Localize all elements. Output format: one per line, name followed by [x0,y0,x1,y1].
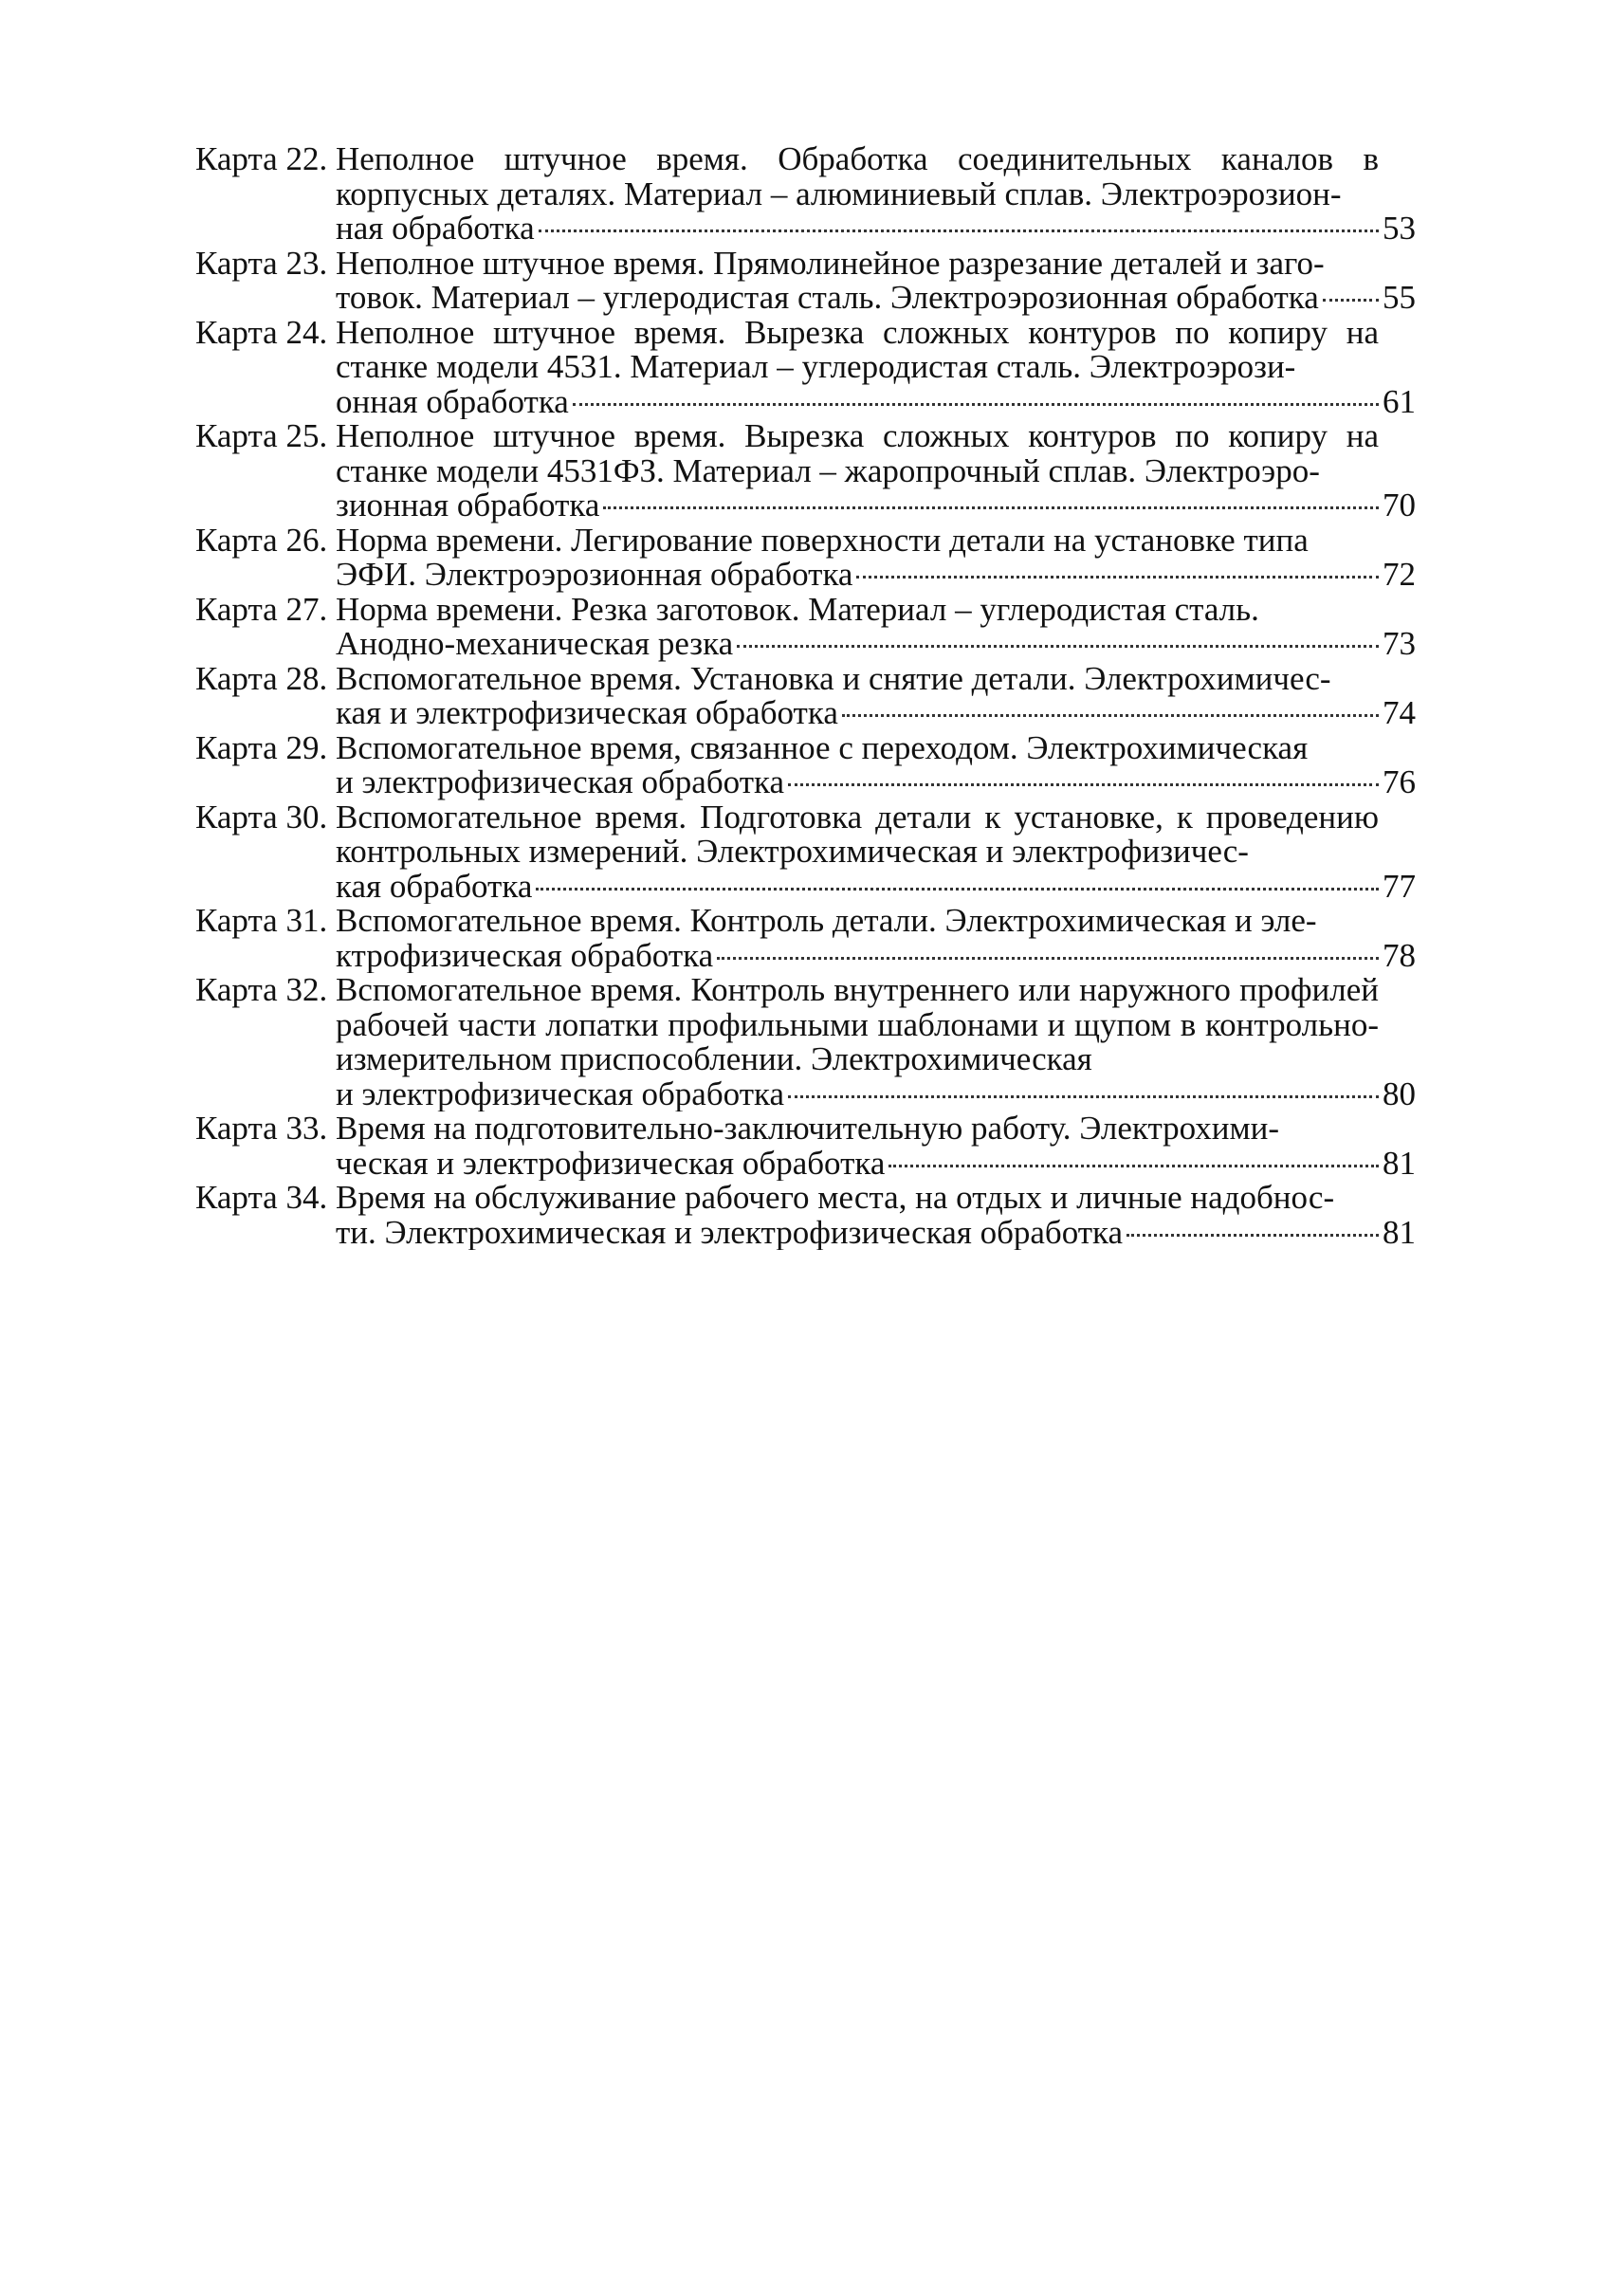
toc-entry-text [336,1111,1434,1181]
toc-entry-karta-32 [195,973,1434,1111]
dot-leader [573,403,1379,406]
toc-entry-label: Карта 30. [195,798,328,836]
toc-page-number: 73 [1383,625,1416,662]
toc-entry-last-line [336,210,1416,247]
toc-entry-last-line [336,1144,1416,1182]
toc-entry-title-end: Анодно-механическая резка [336,625,734,662]
toc-entry-title: Неполное штучное время. Вырезка сложных контуров по копиру на станке модели 4531ФЗ. Материал – жаропрочный сплав. Электроэро- [336,419,1379,489]
toc-entry-karta-31 [195,904,1434,973]
toc-entry-text [336,593,1434,662]
toc-entry-karta-33 [195,1111,1434,1181]
dot-leader [1127,1234,1379,1237]
toc-entry-label: Карта 28. [195,659,328,697]
dot-leader [888,1165,1379,1167]
toc-entry-title-end: ная обработка [336,210,535,247]
dot-leader [737,645,1379,648]
toc-entry-title-end: и электрофизическая обработка [336,763,784,800]
toc-entry-last-line [336,1075,1416,1112]
toc-entry-karta-30 [195,800,1434,905]
toc-entry-label: Карта 31. [195,902,328,939]
toc-entry-label: Карта 34. [195,1179,328,1216]
dot-leader [717,957,1379,960]
toc-entry-text [336,142,1434,247]
toc-entry-last-line [336,382,1416,420]
toc-entry-karta-22 [195,142,1434,247]
toc-entry-text [336,316,1434,420]
toc-entry-text [336,247,1434,316]
toc-entry-title-end: ЭФИ. Электроэрозионная обработка [336,556,853,593]
toc-entry-title: Неполное штучное время. Прямолинейное разрезание деталей и заго- [336,246,1325,282]
toc-entry-label: Карта 29. [195,728,328,766]
toc-entry-title: Норма времени. Легирование поверхности детали на установке типа [336,523,1309,559]
dot-leader [539,230,1379,232]
toc-entry-title-end: зионная обработка [336,487,600,523]
toc-entry-title: Время на обслуживание рабочего места, на отдых и личные надобнос- [336,1181,1335,1216]
toc-entry-text [336,523,1434,593]
toc-page-number: 77 [1383,867,1416,904]
toc-page-number: 61 [1383,382,1416,419]
toc-entry-title: Неполное штучное время. Обработка соединительных каналов в корпусных деталях. Материал – алюминиевый сплав. Электроэрозион- [336,142,1379,212]
toc-entry-title: Время на подготовительно-заключительную работу. Электрохими- [336,1111,1280,1147]
toc-entry-title: Вспомогательное время. Подготовка детали к установке, к проведению контрольных измерений. Электрохимическая и электрофизичес- [336,799,1379,870]
toc-entry-title-end: кая и электрофизическая обработка [336,694,838,731]
toc-entry-text [336,904,1434,973]
dot-leader [788,1095,1379,1098]
toc-entry-text [336,1181,1434,1250]
toc-entry-last-line [336,763,1416,800]
table-of-contents [195,142,1434,1250]
toc-page-number: 81 [1383,1144,1416,1181]
toc-page-number: 70 [1383,487,1416,523]
toc-entry-karta-24 [195,313,1434,420]
toc-entry-title-end: ктрофизическая обработка [336,936,714,973]
toc-entry-title: Вспомогательное время, связанное с переходом. Электрохимическая [336,730,1309,766]
toc-entry-title: Вспомогательное время. Установка и снятие детали. Электрохимичес- [336,661,1331,697]
toc-entry-title-end: кая обработка [336,867,533,904]
toc-entry-title: Вспомогательное время. Контроль внутреннего или наружного профилей рабочей части лопатки профильными шаблонами и щупом в контрольно-измерительном приспособлении. Электрохимическая [336,973,1379,1077]
dot-leader [842,714,1379,717]
toc-entry-text [336,973,1434,1111]
toc-entry-last-line [336,279,1416,316]
toc-entry-label: Карта 32. [195,971,328,1008]
toc-entry-karta-23 [195,244,1434,316]
toc-entry-title: Неполное штучное время. Вырезка сложных контуров по копиру на станке модели 4531. Материал – углеродистая сталь. Электроэрози- [336,315,1379,385]
toc-entry-title: Норма времени. Резка заготовок. Материал – углеродистая сталь. [336,592,1259,628]
dot-leader [603,506,1379,509]
toc-page-number: 72 [1383,556,1416,593]
toc-entry-last-line [336,867,1416,905]
toc-entry-karta-34 [195,1181,1434,1250]
toc-entry-label: Карта 24. [195,313,328,351]
toc-entry-karta-27 [195,590,1434,662]
toc-page-number: 80 [1383,1075,1416,1111]
toc-page-number: 53 [1383,210,1416,247]
toc-entry-label: Карта 22. [195,140,328,177]
toc-entry-last-line [336,1213,1416,1251]
toc-page-number: 76 [1383,763,1416,800]
toc-entry-title-end: ческая и электрофизическая обработка [336,1144,886,1181]
dot-leader [788,783,1379,786]
toc-entry-karta-28 [195,659,1434,731]
toc-entry-title-end: и электрофизическая обработка [336,1075,784,1111]
dot-leader [856,576,1379,579]
toc-entry-last-line [336,487,1416,523]
toc-entry-label: Карта 25. [195,417,328,454]
toc-entry-last-line [336,625,1416,662]
toc-entry-karta-29 [195,728,1434,800]
toc-entry-karta-26 [195,523,1434,593]
toc-entry-last-line [336,936,1416,974]
toc-entry-label: Карта 33. [195,1110,328,1147]
toc-entry-title: Вспомогательное время. Контроль детали. Электрохимическая и эле- [336,904,1317,939]
toc-entry-text [336,731,1434,800]
toc-entry-text [336,662,1434,731]
toc-entry-karta-25 [195,419,1434,523]
toc-entry-last-line [336,694,1416,731]
toc-entry-title-end: товок. Материал – углеродистая сталь. Электроэрозионная обработка [336,279,1319,316]
toc-entry-label: Карта 26. [195,521,328,559]
toc-entry-last-line [336,556,1416,593]
dot-leader [1323,299,1379,302]
dot-leader [536,888,1379,891]
toc-entry-label: Карта 23. [195,244,328,282]
toc-page-number: 81 [1383,1213,1416,1250]
toc-page-number: 55 [1383,279,1416,316]
toc-page-number: 78 [1383,936,1416,973]
toc-entry-label: Карта 27. [195,590,328,628]
toc-entry-text [336,419,1434,523]
toc-entry-text [336,800,1434,905]
toc-entry-title-end: онная обработка [336,382,569,419]
toc-page-number: 74 [1383,694,1416,731]
toc-entry-title-end: ти. Электрохимическая и электрофизическая обработка [336,1213,1124,1250]
